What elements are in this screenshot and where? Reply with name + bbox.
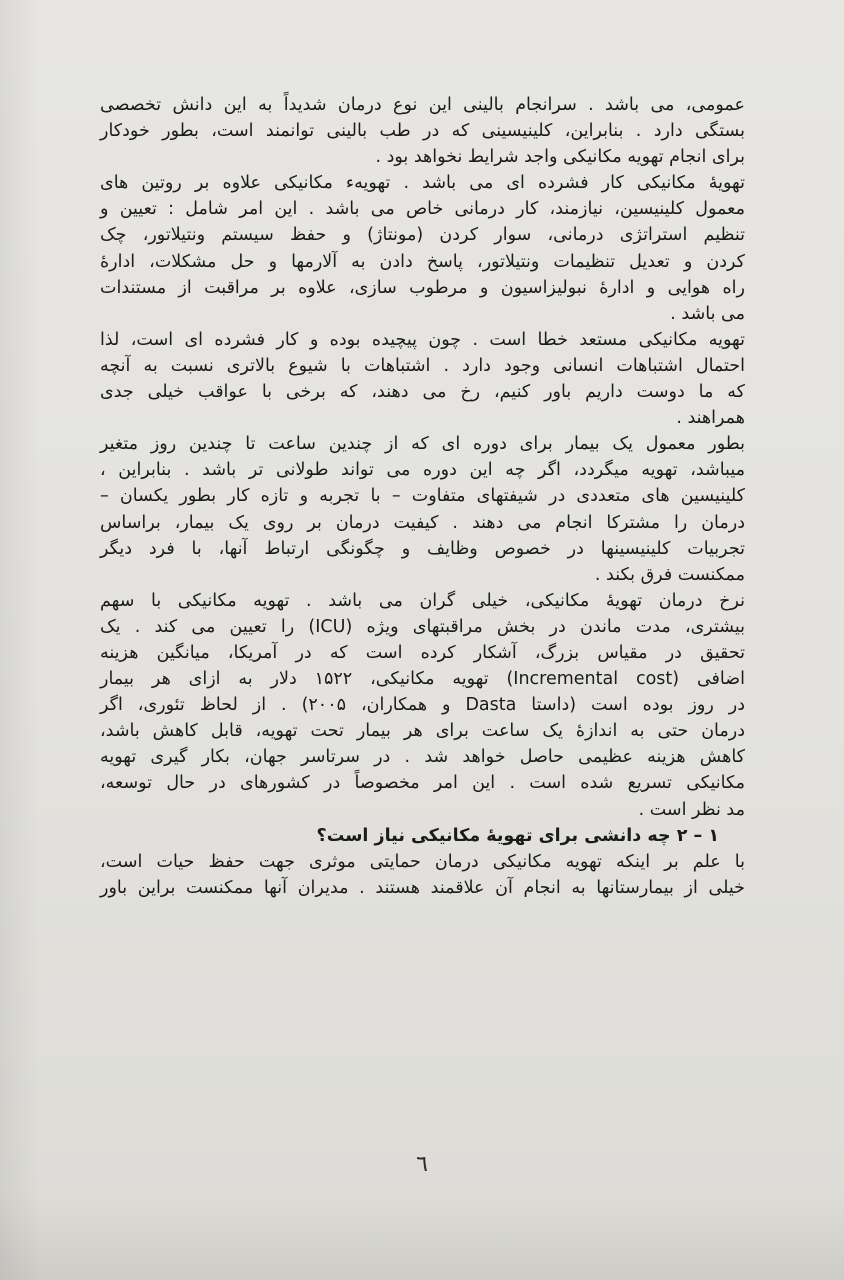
text-line: مکانیکی تسریع شده است . این امر مخصوصاً در کشورهای در حال توسعه، [100,773,745,794]
text-line: در روز بوده است (داستا Dasta و همکاران، ۲۰۰۵) . از لحاظ تئوری، اگر [100,695,746,716]
section-heading: ۱ – ۲ چه دانشی برای تهویهٔ مکانیکی نیاز است؟ [316,825,719,846]
page-shadow-left [0,0,40,1280]
text-line: معمول کلینیسین، نیازمند، کار درمانی خاص می باشد . این امر شامل : تعیین و [100,199,745,220]
text-line: که ما دوست داریم باور کنیم، رخ می دهند، که برخی با عواقب خیلی جدی [100,382,745,403]
text-line: عمومی، می باشد . سرانجام بالینی این نوع درمان شدیداً به این دانش تخصصی [100,95,745,115]
text-line: تهویه مکانیکی مستعد خطا است . چون پیچیده بوده و کار فشرده ای است، لذا [100,329,745,350]
text-line: برای انجام تهویه مکانیکی واجد شرایط نخواهد بود . [375,147,745,168]
page-number: ٦ [416,1152,428,1177]
text-line: بطور معمول یک بیمار برای دوره ای که از چندین ساعت تا چندین روز متغیر [100,434,745,455]
text-line: تجربیات کلینیسینها در خصوص وظایف و چگونگی ارتباط آنها، با فرد دیگر [100,538,745,559]
body-text [100,92,745,901]
text-line: تهویهٔ مکانیکی کار فشرده ای می باشد . تهویهء مکانیکی علاوه بر روتین های [100,173,745,194]
text-line: می باشد . [670,303,745,324]
text-line: نرخ درمان تهویهٔ مکانیکی، خیلی گران می باشد . تهویه مکانیکی با سهم [100,590,745,611]
text-line: کردن و تعدیل تنظیمات ونتیلاتور، پاسخ دادن به آلارمها و حل مشکلات، ادارهٔ [100,251,745,272]
text-line: تحقیق در مقیاس بزرگ، آشکار کرده است که در آمریکا، میانگین هزینه [100,642,745,663]
text-line: احتمال اشتباهات انسانی وجود دارد . اشتباهات با شیوع بالاتری نسبت به آنچه [100,355,745,376]
text-line: بیشتری، مدت ماندن در بخش مراقبتهای ویژه (ICU) را تعیین می کند . یک [100,616,745,637]
text-line: با علم بر اینکه تهویه مکانیکی درمان حمایتی موثری جهت حفظ حیات است، [100,851,745,872]
text-line: راه هوایی و ادارهٔ نبولیزاسیون و مرطوب سازی، علاوه بر مراقبت از مستندات [100,277,745,298]
page-shadow-bottom [0,1190,844,1280]
text-line: کلینیسین های متعددی در شیفتهای متفاوت – با تجربه و تازه کار بطور یکسان – [100,486,745,507]
text-line: خیلی از بیمارستانها به انجام آن علاقمند هستند . مدیران آنها ممکنست براین باور [100,877,745,898]
text-line: مد نظر است . [638,799,745,820]
text-line: اضافی (Incremental cost) تهویه مکانیکی، ۱۵۲۲ دلار به ازای هر بیمار [100,669,745,690]
text-line: همراهند . [676,408,745,429]
text-line: کاهش هزینه عظیمی حاصل خواهد شد . در سرتاسر جهان، بکار گیری تهویه [100,747,745,768]
text-line: میباشد، تهویه میگردد، اگر چه این دوره می تواند طولانی تر باشد . بنابراین ، [100,460,745,481]
text-line: تنظیم استراتژی درمانی، سوار کردن (مونتاژ) و حفظ سیستم ونتیلاتور، چک [100,225,745,246]
text-line: درمان را مشترکا انجام می دهند . کیفیت درمان بر روی یک بیمار، براساس [100,512,745,533]
text-line: درمان حتی به اندازهٔ یک ساعت برای هر بیمار تحت تهویه، قابل کاهش باشد، [100,721,745,742]
text-line: ممکنست فرق بکند . [594,564,745,585]
text-line: بستگی دارد . بنابراین، کلینیسینی که در طب بالینی توانمند است، بطور خودکار [100,121,745,142]
